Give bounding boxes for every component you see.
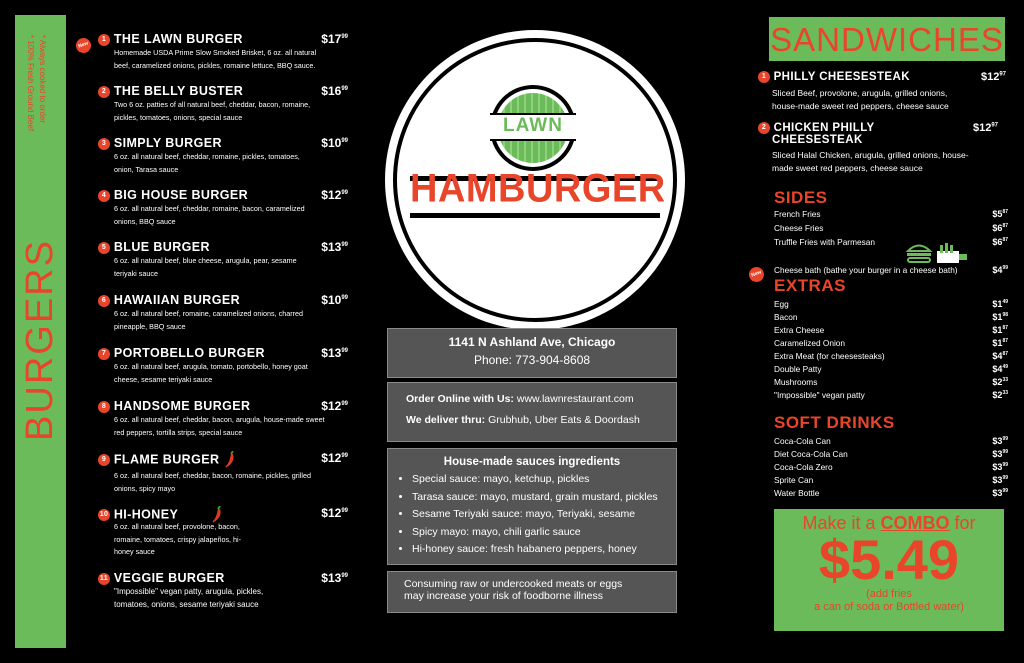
item-price: $\$13^{99}$ [321,240,348,254]
burgers-title: BURGERS [19,239,61,441]
item-name-line1: CHICKEN PHILLY [773,122,875,135]
item-name: HAWAIIAN BURGER [113,293,241,307]
item-name: Water Bottle [774,488,820,498]
item-price: $\$3^{99}$ [992,436,1008,446]
order-box [387,382,677,442]
item-price: $\$1^{49}$ [992,299,1008,309]
sandwich-item [758,71,1008,113]
item-name: Sprite Can [774,475,814,485]
item-name: FLAME BURGER [113,452,220,467]
combo-offer-box [774,509,1004,631]
warning-box [387,571,677,613]
item-price: $\$6^{87}$ [992,223,1008,233]
item-name: Coca-Cola Zero [774,462,833,472]
burger-item [98,451,348,495]
item-name: Extra Cheese [774,325,825,335]
item-price: $\$4^{87}$ [992,351,1008,361]
warning-line1: Consuming raw or undercooked meats or eggs [404,578,623,590]
sides-title: SIDES [774,188,828,207]
item-price: $\$4^{99}$ [992,265,1008,275]
extras-title: EXTRAS [774,276,846,295]
warning-line2: may increase your risk of foodborne illness [404,590,604,602]
chili-pepper-icon [223,451,237,469]
item-price: $\$10^{99}$ [321,293,348,307]
burger-item [98,571,348,611]
drink-item [774,449,1008,459]
item-number: 11 [98,573,110,585]
item-description: Homemade USDA Prime Slow Smoked Brisket, 6 oz. all natural beef, caramelized onions, pickles, romaine lettuce, BBQ sauce. [114,48,317,70]
item-number: 2 [98,86,110,98]
item-description: 6 oz. all natural beef, cheddar, romaine, bacon, caramelized onions, BBQ sauce [114,204,305,226]
item-name: Extra Meat (for cheesesteaks) [774,351,885,361]
item-name: Cheese bath (bathe your burger in a cheese bath) [774,265,958,275]
combo-headline: Make it a COMBO for [802,513,976,533]
new-badge: New [749,262,764,282]
item-name-line2: CHEESESTEAK [772,134,863,147]
item-description: Two 6 oz. patties of all natural beef, cheddar, bacon, romaine, pickles, tomatoes, onions, special sauce [114,100,311,122]
item-price: $\$12^{97}$ [972,122,998,134]
item-description: Sliced Halal Chicken, arugula, grilled onions, house-made sweet red peppers, cheese sauce [772,150,969,174]
item-name: Diet Coca-Cola Can [774,449,848,459]
new-badge: New [76,33,91,53]
item-price: $\$2^{33}$ [992,390,1008,400]
phone-text: Phone: 773-904-8608 [473,353,591,367]
item-name: Cheese Fries [774,223,824,233]
item-number: 4 [98,190,110,202]
soft-drinks-title: SOFT DRINKS [774,413,895,432]
sandwich-item [758,122,1008,175]
item-price: $\$3^{99}$ [992,488,1008,498]
item-name: Egg [774,299,789,309]
extra-item [774,325,1008,335]
item-description: "Impossible" vegan patty, arugula, pickles, tomatoes, onions, sesame teriyaki sauce [114,587,264,609]
item-description: 6 oz. all natural beef, romaine, caramelized onions, charred pineapple, BBQ sauce [114,309,303,331]
item-price: $\$13^{99}$ [321,346,348,360]
item-price: $\$4^{49}$ [992,364,1008,374]
order-label: Order Online with Us: [406,393,514,405]
extra-item [774,338,1008,348]
item-number: 9 [98,454,110,466]
item-number: 2 [758,122,770,134]
item-name: BIG HOUSE BURGER [113,188,249,202]
item-number: 8 [98,401,110,413]
address-box [387,328,677,378]
extra-item [774,377,1008,387]
item-price: $\$12^{99}$ [321,399,348,413]
item-price: $\$1^{87}$ [992,338,1008,348]
burger-item [98,506,348,559]
burgers-side-banner [15,15,66,648]
item-price: $\$3^{99}$ [992,462,1008,472]
logo-lawn-text: LAWN [503,115,563,136]
burger-item [98,293,348,333]
combo-detail-line2: a can of soda or Bottled water) [814,601,964,613]
item-price: $\$2^{33}$ [992,377,1008,387]
burger-item [98,399,348,439]
item-description: Sliced Beef, provolone, arugula, grilled onions, house-made sweet red peppers, cheese sauce [772,88,949,112]
address-text: 1141 N Ashland Ave, Chicago [448,335,616,349]
combo-price: $5.49 [818,528,960,591]
item-name: Caramelized Onion [774,338,846,348]
item-name: HI-HONEY [113,507,178,522]
item-number: 6 [98,295,110,307]
item-price: $\$12^{97}$ [980,71,1006,83]
item-price: $\$3^{99}$ [992,475,1008,485]
burger-item [98,188,348,228]
side-item [774,237,1008,247]
item-description: 6 oz. all natural beef, blue cheese, arugula, pear, sesame teriyaki sauce [114,256,297,278]
burger-item [98,136,348,176]
item-description: 6 oz. all natural beef, cheddar, romaine, pickles, tomatoes, onion, Tarasa sauce [114,152,300,174]
item-description: 6 oz. all natural beef, cheddar, bacon, arugula, house-made sweet red peppers, tortilla strips, special sauce [114,415,325,437]
sauce-item: • Special sauce: mayo, ketchup, pickles [412,471,676,489]
item-number: 1 [758,71,770,83]
item-name: Double Patty [774,364,822,374]
note-fresh-beef: * 100% Fresh Ground Beef [26,35,35,132]
item-name: VEGGIE BURGER [113,571,225,585]
item-name: "Impossible" vegan patty [774,390,865,400]
item-name: THE BELLY BUSTER [113,84,244,98]
item-price: $\$3^{99}$ [992,449,1008,459]
burger-item [98,32,348,72]
side-item [774,209,1008,219]
extra-item [774,299,1008,309]
drink-item [774,462,1008,472]
item-number: 5 [98,242,110,254]
item-description: 6 oz. all natural beef, cheddar, bacon, romaine, pickles, grilled onions, spicy mayo [114,471,311,493]
side-item [774,223,1008,233]
drink-item [774,436,1008,446]
burger-item [98,84,348,124]
note-cooked-to-order: * Always cooked to order [38,35,47,124]
item-name: BLUE BURGER [113,240,210,254]
item-price: $\$12^{99}$ [321,506,348,520]
combo-detail-line1: (add fries [866,588,912,600]
restaurant-logo [385,30,685,330]
logo-badge [490,85,576,171]
extra-item [774,364,1008,374]
item-price: $\$1^{98}$ [992,312,1008,322]
item-name: THE LAWN BURGER [113,32,243,46]
item-price: $\$10^{99}$ [321,136,348,150]
logo-hamburger-text: HAMBURGER [410,166,666,212]
sauces-box [387,448,677,565]
item-price: $\$6^{87}$ [992,237,1008,247]
item-name: SIMPLY BURGER [113,136,222,150]
item-price: $\$17^{99}$ [321,32,348,46]
item-name: French Fries [774,209,821,219]
item-number: 3 [98,138,110,150]
item-price: $\$12^{99}$ [321,188,348,202]
burger-fries-icon [905,241,971,265]
sauces-title: House-made sauces ingredients [443,456,621,468]
item-number: 10 [98,509,110,521]
logo-line-bottom [410,213,660,218]
item-price: $\$12^{99}$ [321,451,348,465]
item-description: 6 oz. all natural beef, provolone, bacon, romaine, tomatoes, crispy jalapeños, hi-honey sauce [114,522,242,556]
extra-item [774,351,1008,361]
sauces-list [388,471,676,559]
side-item [774,265,1008,275]
item-description: 6 oz. all natural beef, arugula, tomato, portobello, honey goat cheese, sesame teriyaki sauce [114,362,308,384]
item-name: Mushrooms [774,377,818,387]
item-number: 1 [98,34,110,46]
burger-item [98,346,348,386]
item-name: Truffle Fries with Parmesan [774,237,875,247]
extra-item [774,390,1008,400]
item-name: PORTOBELLO BURGER [113,346,265,360]
item-name: HANDSOME BURGER [113,399,251,413]
deliver-label: We deliver thru: [406,414,486,426]
extra-item [774,312,1008,322]
deliver-services: Grubhub, Uber Eats & Doordash [488,414,640,426]
item-number: 7 [98,348,110,360]
item-price: $\$5^{87}$ [992,209,1008,219]
item-price: $\$1^{87}$ [992,325,1008,335]
item-name: PHILLY CHEESESTEAK [773,71,910,84]
drink-item [774,488,1008,498]
item-name: Bacon [774,312,798,322]
sauce-item: • Hi-honey sauce: fresh habanero peppers, honey [412,541,676,559]
sauce-item: • Sesame Teriyaki sauce: mayo, Teriyaki, sesame [412,506,676,524]
burger-item [98,240,348,280]
sauce-item: • Tarasa sauce: mayo, mustard, grain mustard, pickles [412,489,676,507]
sauce-item: • Spicy mayo: mayo, chili garlic sauce [412,524,676,542]
item-name: Coca-Cola Can [774,436,831,446]
order-url-link[interactable]: www.lawnrestaurant.com [516,393,634,405]
item-price: $\$16^{99}$ [321,84,348,98]
sandwiches-title: SANDWICHES [769,17,1005,61]
item-price: $\$13^{99}$ [321,571,348,585]
drink-item [774,475,1008,485]
